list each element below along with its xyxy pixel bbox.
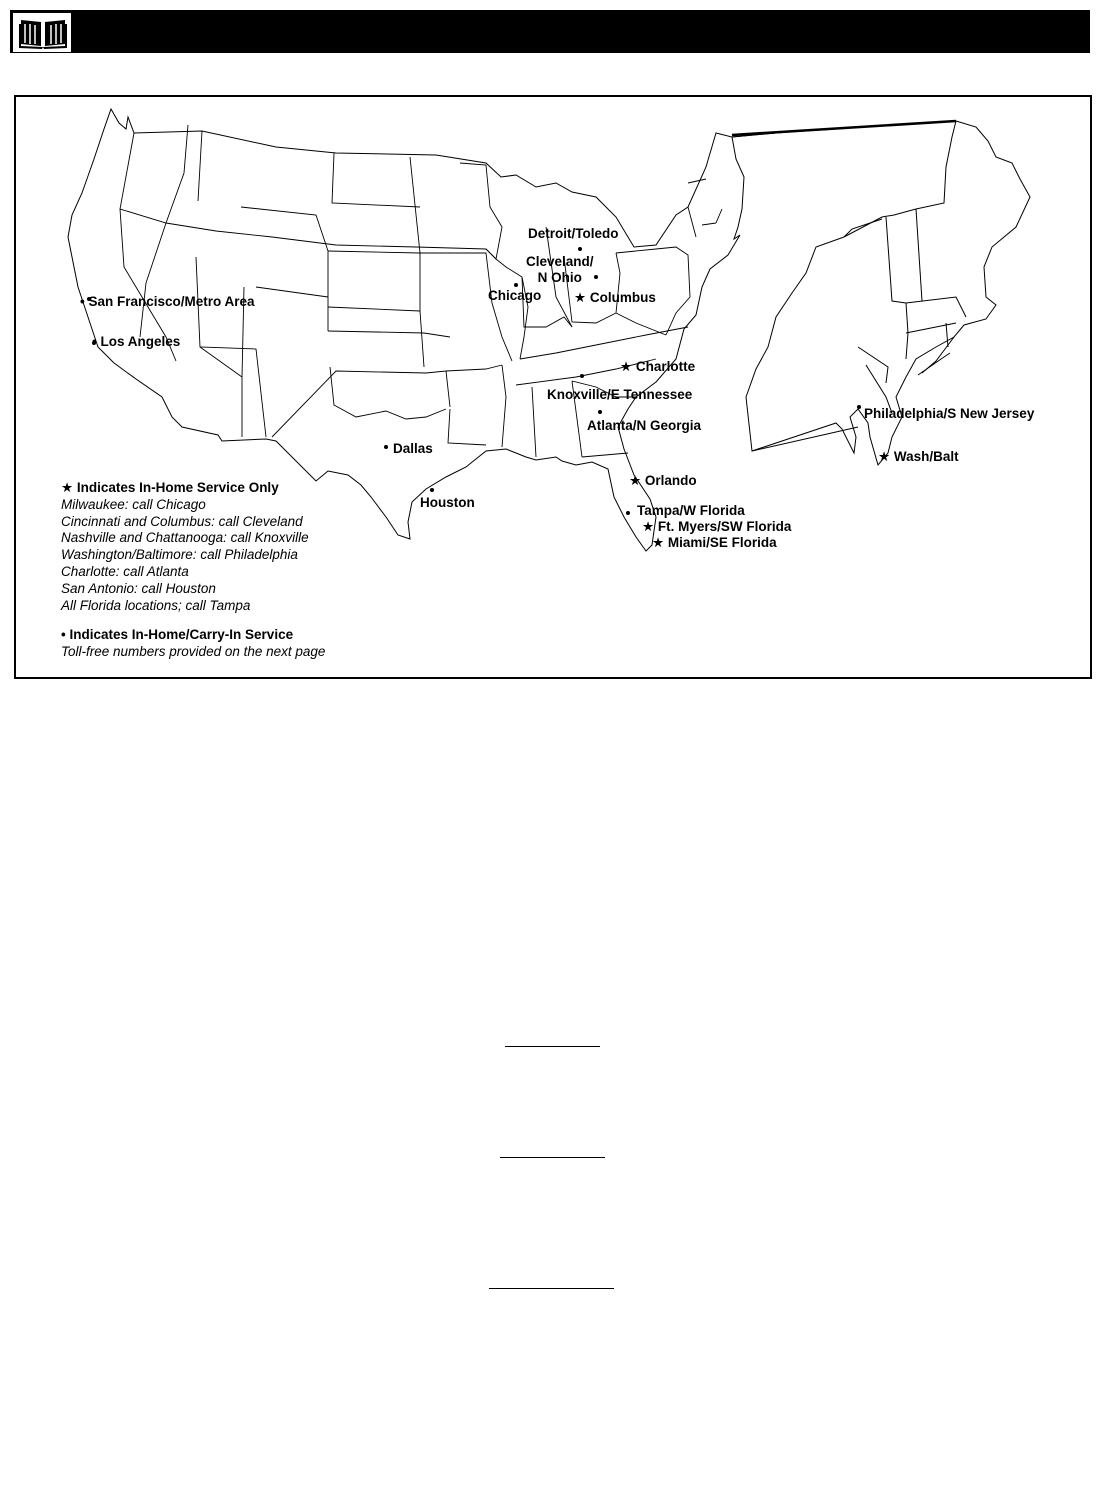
dot-icon: • — [61, 627, 66, 643]
legend-note: Nashville and Chattanooga: call Knoxville — [61, 530, 309, 546]
city-label-houston: Houston — [420, 495, 475, 510]
city-label-columbus: ★ Columbus — [574, 290, 656, 305]
legend-note: San Antonio: call Houston — [61, 580, 216, 596]
blank-line-2 — [500, 1157, 605, 1158]
open-book-icon — [17, 16, 69, 50]
legend-note: Cincinnati and Columbus: call Cleveland — [61, 513, 303, 529]
map-legend — [61, 480, 325, 661]
city-label-tampa: Tampa/W Florida — [637, 503, 745, 518]
city-label-sf: • San Francisco/Metro Area — [80, 294, 255, 309]
city-label-chicago: Chicago — [488, 288, 542, 303]
marker-cleveland — [594, 275, 598, 279]
city-label-cleveland: Cleveland/ N Ohio — [526, 254, 594, 285]
city-label-detroit: Detroit/Toledo — [528, 226, 619, 241]
legend-footer-note: Toll-free numbers provided on the next page — [61, 644, 326, 660]
star-icon: ★ — [61, 480, 74, 495]
city-label-dallas: Dallas — [393, 441, 433, 456]
legend-dot-title: • Indicates In-Home/Carry-In Service — [61, 627, 294, 643]
legend-note: All Florida locations; call Tampa — [61, 597, 251, 613]
marker-chicago — [514, 283, 518, 287]
service-map — [14, 95, 1092, 679]
legend-note: Milwaukee: call Chicago — [61, 496, 206, 512]
city-label-knoxville: Knoxville/E Tennessee — [547, 387, 693, 402]
marker-knoxville — [580, 374, 584, 378]
city-label-orlando: ★ Orlando — [629, 473, 697, 488]
city-label-miami: ★ Miami/SE Florida — [652, 535, 777, 550]
city-label-washbalt: ★ Wash/Balt — [878, 449, 959, 464]
header-bar — [10, 10, 1090, 53]
blank-line-1 — [505, 1046, 600, 1047]
city-label-charlotte: ★ Charlotte — [620, 359, 696, 374]
blank-line-3 — [489, 1288, 614, 1289]
legend-note: Washington/Baltimore: call Philadelphia — [61, 547, 298, 563]
book-logo — [12, 12, 72, 53]
city-label-atlanta: Atlanta/N Georgia — [587, 418, 702, 433]
marker-detroit — [578, 247, 582, 251]
city-label-philadelphia: Philadelphia/S New Jersey — [864, 406, 1035, 421]
legend-star-title: ★ Indicates In-Home Service Only — [61, 480, 279, 495]
marker-tampa — [626, 511, 630, 515]
marker-houston — [430, 488, 434, 492]
marker-dallas — [384, 445, 388, 449]
marker-atlanta — [598, 410, 602, 414]
city-markers — [87, 247, 861, 515]
city-label-ftmyers: ★ Ft. Myers/SW Florida — [642, 519, 792, 534]
marker-philadelphia — [857, 405, 861, 409]
city-label-la: • Los Angeles — [92, 334, 181, 349]
legend-note: Charlotte: call Atlanta — [61, 563, 189, 579]
